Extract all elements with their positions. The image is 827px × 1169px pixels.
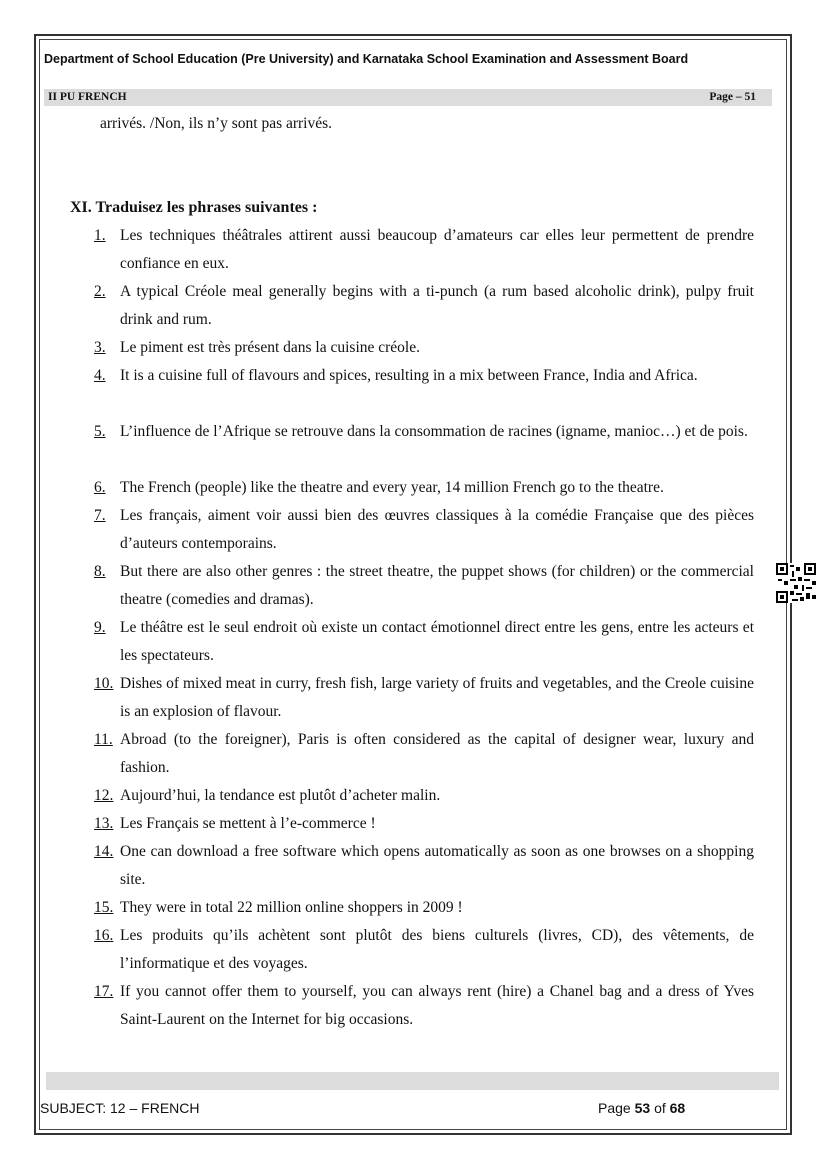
list-item: 16. Les produits qu’ils achètent sont plutôt des biens culturels (livres, CD), des vêtements, de l’informatique et des voyages. xyxy=(94,927,754,972)
list-item: 17. If you cannot offer them to yourself, you can always rent (hire) a Chanel bag and a dress of Yves Saint-Laurent on the Internet for big occasions. xyxy=(94,983,754,1028)
list-item: 8. But there are also other genres : the street theatre, the puppet shows (for children) or the commercial theatre (comedies and dramas). xyxy=(94,563,754,608)
qr-code-icon xyxy=(776,563,816,603)
carry-over-answer: arrivés. /Non, ils n’y sont pas arrivés. xyxy=(100,115,333,132)
board-title: Department of School Education (Pre University) and Karnataka School Examination and Assessment Board xyxy=(44,52,689,66)
list-item: 9. Le théâtre est le seul endroit où existe un contact émotionnel direct entre les gens, entre les acteurs et les spectateurs. xyxy=(94,619,754,664)
list-item: 11. Abroad (to the foreigner), Paris is often considered as the capital of designer wear, luxury and fashion. xyxy=(94,731,754,776)
list-item: 15. They were in total 22 million online shoppers in 2009 ! xyxy=(94,899,463,916)
list-item: 1. Les techniques théâtrales attirent aussi beaucoup d’amateurs car elles leur permettent de prendre confiance en eux. xyxy=(94,227,754,272)
list-item: 2. A typical Créole meal generally begins with a ti-punch (a rum based alcoholic drink), pulpy fruit drink and rum. xyxy=(94,283,754,328)
subject-header-band xyxy=(44,89,772,106)
header-page-number: Page – 51 xyxy=(709,91,756,103)
subject-label: II PU FRENCH xyxy=(48,91,127,103)
list-item: 6. The French (people) like the theatre and every year, 14 million French go to the theatre. xyxy=(94,479,664,496)
footer-band xyxy=(46,1072,779,1090)
list-item: 4. It is a cuisine full of flavours and spices, resulting in a mix between France, India and Africa. xyxy=(94,367,698,384)
list-item: 13. Les Français se mettent à l’e-commerce ! xyxy=(94,815,376,832)
list-item: 3. Le piment est très présent dans la cuisine créole. xyxy=(94,339,420,356)
list-item: 14. One can download a free software which opens automatically as soon as one browses on a shopping site. xyxy=(94,843,754,888)
list-item: 12. Aujourd’hui, la tendance est plutôt d’acheter malin. xyxy=(94,787,441,804)
list-item: 7. Les français, aiment voir aussi bien des œuvres classiques à la comédie Française que des pièces d’auteurs contemporains. xyxy=(94,507,754,552)
list-item: 5. L’influence de l’Afrique se retrouve dans la consommation de racines (igname, manioc…) et de pois. xyxy=(94,423,748,440)
footer-subject: SUBJECT: 12 – FRENCH xyxy=(40,1100,200,1116)
list-item: 10. Dishes of mixed meat in curry, fresh fish, large variety of fruits and vegetables, and the Creole cuisine is an explosion of flavour. xyxy=(94,675,754,720)
section-title: XI. Traduisez les phrases suivantes : xyxy=(70,199,318,216)
footer-page-counter: Page 53 of 68 xyxy=(598,1100,686,1116)
